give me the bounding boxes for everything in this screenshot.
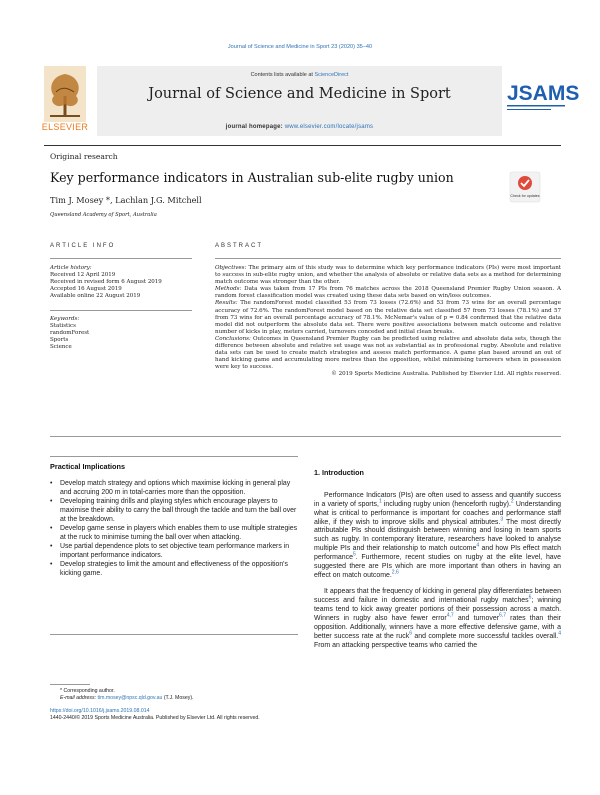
jsams-logo-text: JSAMS: [507, 82, 580, 105]
crossmark-icon[interactable]: [510, 172, 540, 202]
practical-list: [50, 480, 298, 579]
paragraph-text: Understanding what is critical to performance is important for coaches and performance staff alike, if they wish to improve skills and physical attributes.: [314, 500, 561, 526]
journal-title: Journal of Science and Medicine in Sport: [148, 86, 451, 102]
homepage-link[interactable]: www.elsevier.com/locate/jsams: [284, 124, 374, 130]
abstract-results: [215, 300, 561, 335]
jsams-logo: [507, 78, 580, 118]
paragraph-text: The most directly attributable PIs should distinguish between winning and losing in team sports such as rugby. In contemporary literature, researchers have looked to analyse multiple PIs and their relationship to match outcome: [314, 518, 561, 553]
history-label: Article history:: [50, 265, 92, 271]
paragraph-text: Performance Indicators (PIs) are often used to assess and quantify success in a variety of sports,: [314, 492, 561, 508]
history-item: Received 12 April 2019: [50, 272, 116, 279]
paragraph-text: and turnover: [453, 614, 500, 622]
keywords: [50, 316, 192, 351]
history-item: Available online 22 August 2019: [50, 293, 141, 300]
article-type: Original research: [50, 152, 118, 161]
info-rule-mid: [50, 310, 192, 311]
paragraph-text: . Furthermore, recent studies on rugby at the elite level, have suggested there are PIs which are more important than others in having an effect on match outcome.: [314, 553, 561, 579]
citation-link[interactable]: 3: [500, 516, 504, 523]
crossmark-label: Check for updates: [510, 194, 540, 198]
email-label: E-mail address:: [60, 695, 97, 701]
introduction-paragraph: [314, 492, 561, 580]
email-suffix: (T.J. Mosey).: [163, 695, 194, 701]
practical-item: • Develop strategies to limit the amount and effectiveness of the opposition's kicking game.: [50, 561, 298, 579]
homepage-line: [97, 124, 502, 130]
results-text: The randomForest model classified 53 from 73 losses (72.6%) and 53 from 73 wins for an overall percentage accuracy of 72.6%. The randomForest model based on the relative data set classified 57 from 73 losses (78.1%) and 57 from 73 wins for an overall percentage accuracy of 78.1%. McNemar's value of p = 0.84 confirmed that the relative data model did not outperform the absolute data set. There were positive associations between match outcome and relative number of kicks in play, meters carried, turnovers conceded and initial clean breaks.: [215, 300, 561, 335]
objectives-label: Objectives:: [215, 265, 247, 271]
citation-link[interactable]: 4: [558, 630, 561, 637]
article-info-heading: ARTICLE INFO: [50, 243, 116, 249]
practical-item: • Use partial dependence plots to set objective team performance markers in important performance indicators.: [50, 543, 298, 561]
footnotes: [50, 688, 310, 722]
citation-link[interactable]: 4,7: [446, 612, 454, 619]
paragraph-text: It appears that the frequency of kicking in general play differentiates between success and failure in domestic and international rugby matches: [314, 588, 561, 605]
keyword: Sports: [50, 337, 69, 344]
sciencedirect-link[interactable]: ScienceDirect: [314, 72, 349, 78]
contents-line: [97, 72, 502, 78]
methods-text: Data was taken from 17 PIs from 76 matches across the 2018 Queensland Premier Rugby Union season. A random forest classification model was created using these data sets based on win/loss outcomes.: [215, 286, 561, 300]
abstract-conclusions: [215, 336, 561, 371]
citation-link[interactable]: 4: [476, 542, 480, 549]
paragraph-text: and complete more successful tackles overall.: [412, 632, 559, 640]
abstract-copyright: © 2019 Sports Medicine Australia. Published by Elsevier Ltd. All rights reserved.: [331, 371, 561, 378]
journal-header-box: [97, 66, 502, 136]
abstract-methods: [215, 286, 561, 300]
keywords-label: Keywords:: [50, 316, 80, 322]
practical-rule-bottom: [50, 634, 298, 635]
abstract-heading: ABSTRACT: [215, 243, 264, 249]
citation-link[interactable]: 6,7: [499, 612, 506, 619]
citation-link[interactable]: 2,6: [391, 569, 399, 576]
abstract-rule-top: [215, 258, 561, 259]
homepage-label: journal homepage:: [225, 124, 283, 130]
practical-item: • Develop game sense in players which enables them to use multiple strategies at the ruck to minimise turning the ball over when attacking.: [50, 525, 298, 543]
abstract-objectives: [215, 265, 561, 286]
banner-rule: [44, 145, 561, 146]
introduction-paragraph: [314, 588, 561, 650]
article-title: Key performance indicators in Australian sub-elite rugby union: [50, 170, 454, 185]
keyword: Science: [50, 344, 72, 351]
running-head[interactable]: Journal of Science and Medicine in Sport 23 (2020) 35–40: [227, 44, 373, 50]
elsevier-tree-logo: [44, 66, 86, 122]
paragraph-text: rates than their opposition. Additionally, winners have a more effective defensive game, with a better success rate at the ruck: [314, 614, 561, 640]
practical-item: • Developing training drills and playing styles which encourage players to maximise their ability to carry the ball through the tackle and turn the ball over at the breakdown.: [50, 498, 298, 524]
methods-label: Methods:: [215, 286, 242, 293]
abstract-body: [215, 265, 561, 379]
citation-link[interactable]: 2: [510, 498, 514, 505]
history-item: Accepted 16 August 2019: [50, 286, 122, 293]
practical-rule-top: [50, 456, 298, 457]
citation-link[interactable]: 1: [378, 498, 382, 505]
article-history: [50, 265, 192, 300]
email-note: [50, 695, 310, 702]
doi-link[interactable]: https://doi.org/10.1016/j.jsams.2019.08.014: [50, 708, 150, 714]
keyword: Statistics: [50, 323, 76, 330]
conclusions-label: Conclusions:: [215, 335, 251, 342]
abstract-rule-bottom: [50, 436, 561, 437]
objectives-text: The primary aim of this study was to determine which key performance indicators (PIs) were most important to success in sub-elite rugby union, and whether the analysis of absolute or relative data sets as a method for determining match outcome was stronger than the other.: [215, 265, 561, 286]
footnote-rule: [50, 684, 90, 685]
citation-link[interactable]: 6: [409, 630, 413, 637]
corresponding-note: * Corresponding author.: [60, 688, 115, 694]
journal-banner: [41, 66, 580, 144]
practical-implications: [50, 462, 298, 579]
keyword: randomForest: [50, 330, 90, 337]
paragraph-text: and how PIs effect match performance: [314, 545, 561, 561]
publisher-name: ELSEVIER: [41, 122, 89, 132]
authors: Tim J. Mosey *, Lachlan J.G. Mitchell: [50, 195, 202, 205]
paragraph-text: From an attacking perspective teams who carried the: [314, 641, 478, 649]
practical-title: Practical Implications: [50, 462, 126, 471]
email-link[interactable]: tim.mosey@npsc.qld.gov.au: [97, 695, 163, 701]
paragraph-text: ; winning teams tend to kick away greater portions of their possession across a match. Winners in rugby also have fewer error: [314, 597, 561, 622]
paragraph-text: including rugby union (henceforth rugby).: [381, 500, 511, 508]
conclusions-text: Outcomes in Queensland Premier Rugby can be predicted using relative and absolute data sets, though the difference between absolute and relative set usage was not as substantial as in professional rugby. Absolute and relative data sets can be used to create match strategies and assess match performance. A game plan based around an out of hand kicking game and accumulating more metres than the opposition, whilst minimising turnovers when in possession were key to success.: [215, 335, 562, 371]
citation-link[interactable]: 6: [528, 594, 532, 601]
introduction-heading: 1. Introduction: [314, 468, 364, 477]
history-item: Received in revised form 6 August 2019: [50, 279, 162, 286]
results-label: Results:: [215, 300, 238, 307]
introduction-body: [314, 492, 561, 650]
practical-item: • Develop match strategy and options which maximise kicking in general play and accruing 200 m in total-carries more than the opposition.: [50, 480, 298, 498]
citation-link[interactable]: 5: [352, 551, 356, 558]
issn-line: 1440-2440/© 2019 Sports Medicine Australia. Published by Elsevier Ltd. All rights reserved.: [50, 715, 260, 721]
contents-prefix: Contents lists available at: [250, 72, 313, 78]
affiliation: Queensland Academy of Sport, Australia: [50, 212, 157, 218]
info-rule-top: [50, 258, 192, 259]
